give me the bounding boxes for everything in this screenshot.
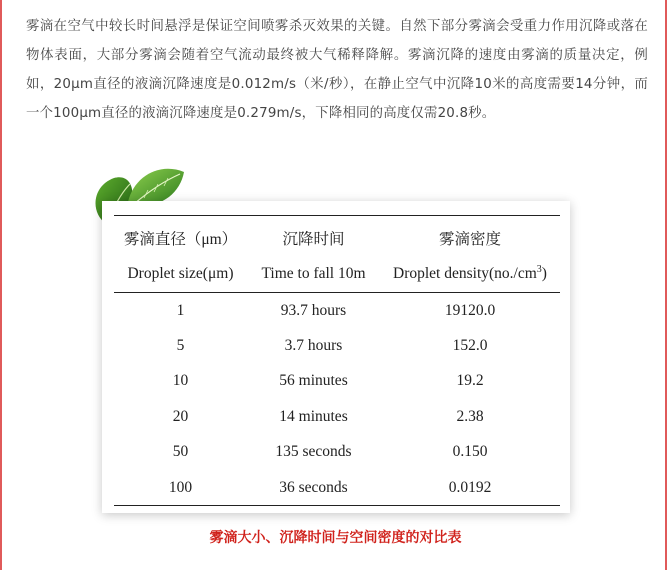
header-density-cn: 雾滴密度	[380, 216, 560, 257]
table-header-row-cn	[114, 216, 560, 257]
table-row	[114, 328, 560, 363]
cell-time: 93.7 hours	[280, 301, 347, 319]
cell-time: 14 minutes	[279, 407, 348, 425]
cell-time: 135 seconds	[275, 443, 352, 461]
header-density-en-close: )	[541, 265, 547, 283]
table-row	[114, 364, 560, 399]
header-density-en-sup: 3	[536, 264, 542, 276]
table-row	[114, 435, 560, 470]
droplet-table	[114, 215, 560, 506]
header-density-en	[380, 256, 560, 293]
cell-size: 5	[176, 337, 185, 355]
header-density-en-text: Droplet density(no./cm	[393, 265, 537, 283]
header-fall-time-en: Time to fall 10m	[247, 256, 380, 293]
data-table-card	[102, 201, 570, 513]
cell-density: 152.0	[452, 337, 488, 355]
cell-time: 56 minutes	[279, 372, 348, 390]
cell-density: 0.150	[452, 443, 488, 461]
header-droplet-size-en: Droplet size(μm)	[114, 256, 247, 293]
cell-density: 0.0192	[380, 470, 560, 506]
intro-paragraph: 雾滴在空气中较长时间悬浮是保证空间喷雾杀灭效果的关键。自然下部分雾滴会受重力作用沉降或落在物体表面，大部分雾滴会随着空气流动最终被大气稀释降解。雾滴沉降的速度由雾滴的质量决定，例如，20μm直径的液滴沉降速度是0.012m/s（米/秒），在静止空气中沉降10米的高度需要14分钟，而一个100μm直径的液滴沉降速度是0.279m/s，下降相同的高度仅需20.8秒。	[26, 19, 648, 121]
cell-density: 19.2	[456, 372, 484, 390]
header-droplet-size-cn: 雾滴直径（μm）	[114, 216, 247, 257]
table-row	[114, 399, 560, 434]
cell-time: 3.7 hours	[284, 337, 343, 355]
table-header-row-en	[114, 256, 560, 293]
cell-size: 100	[114, 470, 247, 506]
table-caption: 雾滴大小、沉降时间与空间密度的对比表	[209, 530, 462, 546]
table-row	[114, 470, 560, 506]
cell-size: 50	[172, 443, 189, 461]
cell-size: 20	[172, 407, 189, 425]
table-row	[114, 293, 560, 329]
cell-density: 19120.0	[444, 301, 496, 319]
cell-density: 2.38	[456, 407, 484, 425]
cell-size: 10	[172, 372, 189, 390]
cell-time: 36 seconds	[247, 470, 380, 506]
cell-size: 1	[176, 301, 185, 319]
header-fall-time-cn: 沉降时间	[247, 216, 380, 257]
